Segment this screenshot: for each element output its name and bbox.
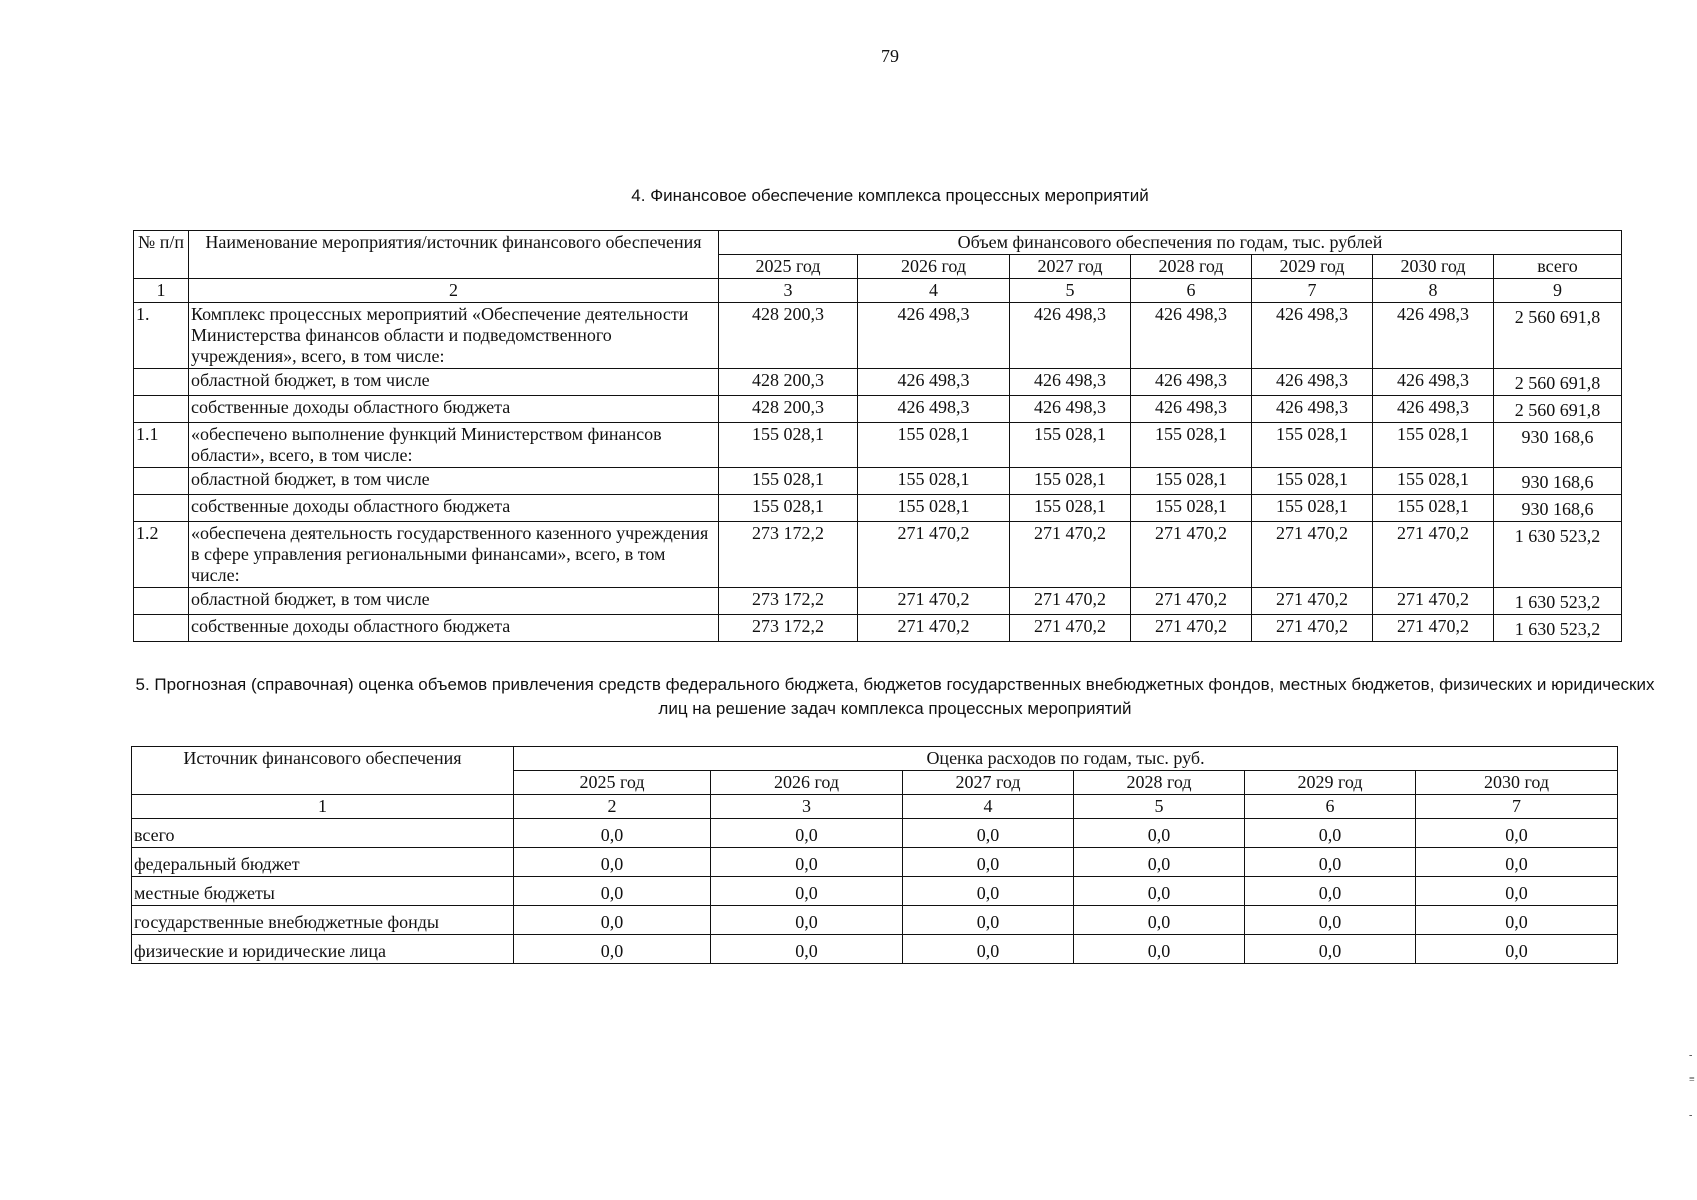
value-cell: 155 028,1 <box>719 423 858 468</box>
column-number: 6 <box>1131 279 1252 303</box>
column-number: 7 <box>1416 795 1618 819</box>
value-cell: 271 470,2 <box>1373 522 1494 588</box>
column-number: 9 <box>1494 279 1622 303</box>
value-cell: 0,0 <box>1416 848 1618 877</box>
value-cell: 2 560 691,8 <box>1494 396 1622 423</box>
value-cell: 426 498,3 <box>1252 396 1373 423</box>
value-cell: 426 498,3 <box>858 369 1010 396</box>
row-name: «обеспечено выполнение функций Министерством финансов области», всего, в том числе: <box>189 423 719 468</box>
value-cell: 0,0 <box>1416 819 1618 848</box>
value-cell: 155 028,1 <box>1131 423 1252 468</box>
value-cell: 155 028,1 <box>1010 423 1131 468</box>
source-name: всего <box>132 819 514 848</box>
value-cell: 426 498,3 <box>1373 369 1494 396</box>
row-number <box>134 369 189 396</box>
value-cell: 273 172,2 <box>719 615 858 642</box>
value-cell: 426 498,3 <box>1010 396 1131 423</box>
value-cell: 0,0 <box>1074 848 1245 877</box>
value-cell: 930 168,6 <box>1494 468 1622 495</box>
value-cell: 2 560 691,8 <box>1494 303 1622 369</box>
value-cell: 155 028,1 <box>858 423 1010 468</box>
value-cell: 426 498,3 <box>1373 303 1494 369</box>
table-header-row <box>134 231 1622 255</box>
row-number: 1. <box>134 303 189 369</box>
value-cell: 0,0 <box>1074 877 1245 906</box>
value-cell: 0,0 <box>1074 819 1245 848</box>
source-name: государственные внебюджетные фонды <box>132 906 514 935</box>
value-cell: 0,0 <box>711 935 903 964</box>
column-number: 4 <box>858 279 1010 303</box>
value-cell: 0,0 <box>1245 848 1416 877</box>
table-row <box>134 396 1622 423</box>
year-header: 2025 год <box>514 771 711 795</box>
scan-margin-marks: - ≡ - <box>1689 1050 1695 1121</box>
value-cell: 0,0 <box>903 906 1074 935</box>
value-cell: 426 498,3 <box>1131 303 1252 369</box>
volume-header: Объем финансового обеспечения по годам, тыс. рублей <box>719 231 1622 255</box>
value-cell: 155 028,1 <box>1131 468 1252 495</box>
column-number: 6 <box>1245 795 1416 819</box>
column-number: 3 <box>719 279 858 303</box>
row-name: областной бюджет, в том числе <box>189 369 719 396</box>
table-header-row <box>132 747 1618 771</box>
value-cell: 428 200,3 <box>719 396 858 423</box>
year-header: 2027 год <box>903 771 1074 795</box>
value-cell: 0,0 <box>1416 906 1618 935</box>
table-row <box>134 303 1622 369</box>
value-cell: 426 498,3 <box>1010 369 1131 396</box>
value-cell: 426 498,3 <box>858 396 1010 423</box>
value-cell: 155 028,1 <box>1252 468 1373 495</box>
source-header: Источник финансового обеспечения <box>132 747 514 795</box>
value-cell: 426 498,3 <box>1131 369 1252 396</box>
year-header: 2025 год <box>719 255 858 279</box>
year-header: 2029 год <box>1252 255 1373 279</box>
value-cell: 155 028,1 <box>1252 423 1373 468</box>
row-name: собственные доходы областного бюджета <box>189 396 719 423</box>
value-cell: 0,0 <box>903 935 1074 964</box>
value-cell: 2 560 691,8 <box>1494 369 1622 396</box>
value-cell: 271 470,2 <box>1252 522 1373 588</box>
financing-table <box>133 230 1622 642</box>
value-cell: 271 470,2 <box>1252 615 1373 642</box>
column-number-row <box>134 279 1622 303</box>
row-name: областной бюджет, в том числе <box>189 468 719 495</box>
year-header: 2029 год <box>1245 771 1416 795</box>
source-name: физические и юридические лица <box>132 935 514 964</box>
value-cell: 155 028,1 <box>719 495 858 522</box>
row-number <box>134 495 189 522</box>
value-cell: 0,0 <box>514 906 711 935</box>
estimate-header: Оценка расходов по годам, тыс. руб. <box>514 747 1618 771</box>
section5-title: 5. Прогнозная (справочная) оценка объемов привлечения средств федерального бюджета, бюджетов государственных внебюджетных фондов, местных бюджетов, физических и юридических лиц на решение задач комплекса процессных мероприятий <box>135 675 1655 718</box>
column-number: 1 <box>134 279 189 303</box>
table-row <box>134 468 1622 495</box>
value-cell: 426 498,3 <box>1252 369 1373 396</box>
year-header: 2028 год <box>1074 771 1245 795</box>
section4-title: 4. Финансовое обеспечение комплекса процессных мероприятий <box>631 186 1149 205</box>
value-cell: 155 028,1 <box>858 468 1010 495</box>
row-number <box>134 468 189 495</box>
value-cell: 271 470,2 <box>1010 588 1131 615</box>
row-name: Комплекс процессных мероприятий «Обеспечение деятельности Министерства финансов области и подведомственного учреждения», всего, в том числе: <box>189 303 719 369</box>
value-cell: 0,0 <box>1416 935 1618 964</box>
year-header: 2027 год <box>1010 255 1131 279</box>
num-header: № п/п <box>134 231 189 279</box>
value-cell: 1 630 523,2 <box>1494 615 1622 642</box>
source-name: местные бюджеты <box>132 877 514 906</box>
column-number: 8 <box>1373 279 1494 303</box>
source-name: федеральный бюджет <box>132 848 514 877</box>
year-header: 2028 год <box>1131 255 1252 279</box>
value-cell: 271 470,2 <box>858 615 1010 642</box>
value-cell: 0,0 <box>1074 906 1245 935</box>
table-row <box>134 369 1622 396</box>
table-row <box>132 819 1618 848</box>
value-cell: 0,0 <box>1245 906 1416 935</box>
value-cell: 0,0 <box>711 819 903 848</box>
value-cell: 271 470,2 <box>1373 615 1494 642</box>
value-cell: 426 498,3 <box>858 303 1010 369</box>
table-row <box>134 522 1622 588</box>
table-row <box>132 935 1618 964</box>
column-number: 5 <box>1074 795 1245 819</box>
value-cell: 155 028,1 <box>1010 468 1131 495</box>
column-number: 2 <box>189 279 719 303</box>
year-header: 2026 год <box>711 771 903 795</box>
value-cell: 271 470,2 <box>1373 588 1494 615</box>
value-cell: 271 470,2 <box>1131 615 1252 642</box>
value-cell: 426 498,3 <box>1252 303 1373 369</box>
value-cell: 0,0 <box>514 935 711 964</box>
value-cell: 155 028,1 <box>1373 468 1494 495</box>
row-number: 1.1 <box>134 423 189 468</box>
row-name: «обеспечена деятельность государственного казенного учреждения в сфере управления региональными финансами», всего, в том числе: <box>189 522 719 588</box>
estimate-table <box>131 746 1618 964</box>
value-cell: 1 630 523,2 <box>1494 588 1622 615</box>
value-cell: 155 028,1 <box>1010 495 1131 522</box>
value-cell: 0,0 <box>711 877 903 906</box>
table-row <box>132 848 1618 877</box>
total-header: всего <box>1494 255 1622 279</box>
value-cell: 155 028,1 <box>858 495 1010 522</box>
table-row <box>134 615 1622 642</box>
value-cell: 155 028,1 <box>1373 423 1494 468</box>
value-cell: 0,0 <box>1074 935 1245 964</box>
value-cell: 0,0 <box>903 819 1074 848</box>
value-cell: 155 028,1 <box>1252 495 1373 522</box>
value-cell: 155 028,1 <box>719 468 858 495</box>
value-cell: 271 470,2 <box>858 522 1010 588</box>
column-number: 4 <box>903 795 1074 819</box>
value-cell: 0,0 <box>903 877 1074 906</box>
page-number: 79 <box>881 46 899 66</box>
column-number: 5 <box>1010 279 1131 303</box>
column-number: 2 <box>514 795 711 819</box>
value-cell: 271 470,2 <box>1131 522 1252 588</box>
value-cell: 0,0 <box>514 848 711 877</box>
row-number <box>134 396 189 423</box>
value-cell: 426 498,3 <box>1131 396 1252 423</box>
column-number: 1 <box>132 795 514 819</box>
table-row <box>134 495 1622 522</box>
value-cell: 273 172,2 <box>719 522 858 588</box>
value-cell: 0,0 <box>1245 935 1416 964</box>
table-row <box>132 906 1618 935</box>
value-cell: 0,0 <box>1245 819 1416 848</box>
value-cell: 428 200,3 <box>719 303 858 369</box>
value-cell: 155 028,1 <box>1373 495 1494 522</box>
value-cell: 1 630 523,2 <box>1494 522 1622 588</box>
value-cell: 271 470,2 <box>1131 588 1252 615</box>
value-cell: 930 168,6 <box>1494 423 1622 468</box>
column-number: 3 <box>711 795 903 819</box>
value-cell: 0,0 <box>514 877 711 906</box>
value-cell: 155 028,1 <box>1131 495 1252 522</box>
table-row <box>134 423 1622 468</box>
row-number: 1.2 <box>134 522 189 588</box>
column-number-row <box>132 795 1618 819</box>
value-cell: 426 498,3 <box>1373 396 1494 423</box>
value-cell: 428 200,3 <box>719 369 858 396</box>
name-header: Наименование мероприятия/источник финансового обеспечения <box>189 231 719 279</box>
value-cell: 0,0 <box>1416 877 1618 906</box>
value-cell: 0,0 <box>711 906 903 935</box>
value-cell: 0,0 <box>711 848 903 877</box>
year-header: 2030 год <box>1416 771 1618 795</box>
value-cell: 271 470,2 <box>1010 615 1131 642</box>
value-cell: 0,0 <box>903 848 1074 877</box>
value-cell: 0,0 <box>514 819 711 848</box>
value-cell: 426 498,3 <box>1010 303 1131 369</box>
table-row <box>132 877 1618 906</box>
row-name: собственные доходы областного бюджета <box>189 495 719 522</box>
column-number: 7 <box>1252 279 1373 303</box>
table-row <box>134 588 1622 615</box>
value-cell: 271 470,2 <box>1010 522 1131 588</box>
year-header: 2026 год <box>858 255 1010 279</box>
row-name: собственные доходы областного бюджета <box>189 615 719 642</box>
value-cell: 930 168,6 <box>1494 495 1622 522</box>
row-number <box>134 588 189 615</box>
value-cell: 271 470,2 <box>858 588 1010 615</box>
value-cell: 0,0 <box>1245 877 1416 906</box>
row-name: областной бюджет, в том числе <box>189 588 719 615</box>
year-header: 2030 год <box>1373 255 1494 279</box>
value-cell: 273 172,2 <box>719 588 858 615</box>
row-number <box>134 615 189 642</box>
value-cell: 271 470,2 <box>1252 588 1373 615</box>
